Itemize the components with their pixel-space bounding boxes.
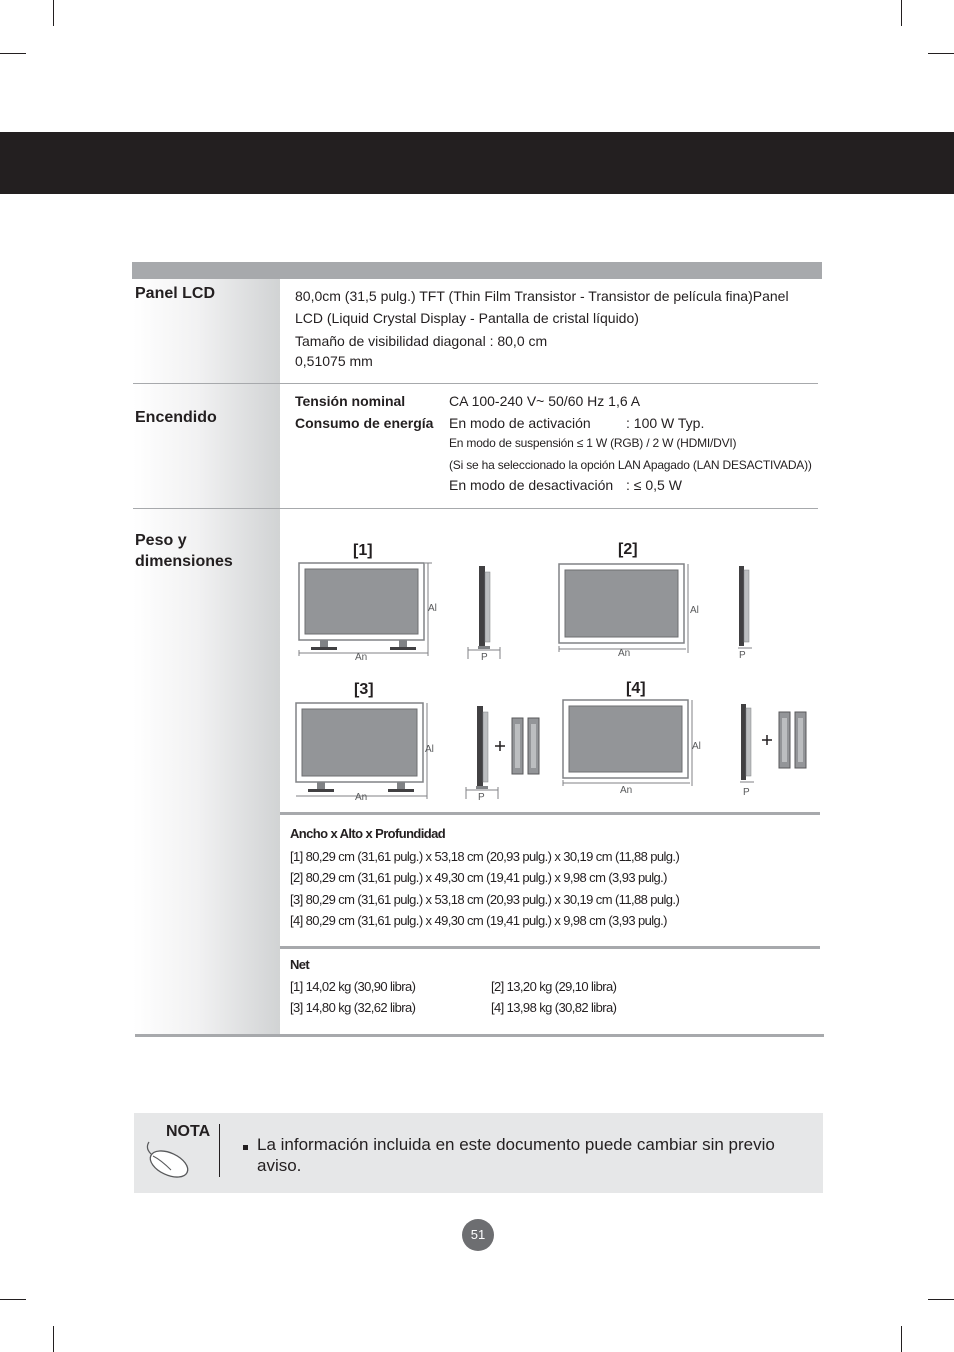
consumption-label: Consumo de energía <box>295 415 434 431</box>
crop-mark-br-h <box>928 1299 954 1300</box>
net-divider <box>280 946 820 949</box>
monitor-diagram-2-side <box>734 562 758 652</box>
monitor-diagram-1-front <box>296 560 440 664</box>
table-bottom-line <box>135 1034 824 1037</box>
weight-label-line2: dimensiones <box>135 553 233 570</box>
panel-line-4: 0,51075 mm <box>295 353 373 369</box>
monitor-diagram-4-front <box>560 697 696 793</box>
row-divider-2 <box>133 508 818 509</box>
net-row-2: [2] 13,20 kg (29,10 libra) <box>491 979 617 994</box>
note-text: La información incluida en este documento puede cambiar sin previo aviso. <box>257 1135 775 1175</box>
crop-mark-tl-v <box>53 0 54 26</box>
crop-mark-tr-v <box>901 0 902 26</box>
standby-mode: En modo de suspensión ≤ 1 W (RGB) / 2 W (HDMI/DVI) <box>449 436 737 450</box>
dim-depth-1: P <box>481 652 488 663</box>
voltage-label: Tensión nominal <box>295 393 406 409</box>
dim-height-2: Al <box>690 605 699 616</box>
table-header-bar <box>132 262 822 279</box>
dim-width-4: An <box>620 785 633 796</box>
diagram-label-3: [3] <box>354 681 374 698</box>
note-label: NOTA <box>166 1123 211 1140</box>
dims-row-4: [4] 80,29 cm (31,61 pulg.) x 49,30 cm (19,41 pulg.) x 9,98 cm (3,93 pulg.) <box>290 913 667 928</box>
dim-width-2: An <box>618 648 631 659</box>
monitor-diagram-1-side <box>466 562 504 662</box>
off-mode-label: En modo de desactivación <box>449 477 614 493</box>
dims-row-1: [1] 80,29 cm (31,61 pulg.) x 53,18 cm (20,93 pulg.) x 30,19 cm (11,88 pulg.) <box>290 849 680 864</box>
row-divider-1 <box>133 383 818 384</box>
diagram-label-2: [2] <box>618 541 638 558</box>
monitor-diagram-4-side <box>736 700 812 790</box>
panel-label: Panel LCD <box>135 285 216 302</box>
dim-width-3: An <box>355 792 368 803</box>
page-number: 51 <box>462 1219 494 1251</box>
crop-mark-tr-h <box>928 53 954 54</box>
dim-height-4: Al <box>692 741 701 752</box>
dim-height-1: Al <box>428 603 437 614</box>
crop-mark-tl-h <box>0 53 26 54</box>
crop-mark-br-v <box>901 1326 902 1352</box>
dims-title: Ancho x Alto x Profundidad <box>290 826 446 841</box>
panel-line-2: LCD (Liquid Crystal Display - Pantalla de cristal líquido) <box>295 310 639 326</box>
mouse-note-icon <box>141 1140 193 1182</box>
diagram-label-1: [1] <box>353 542 373 559</box>
note-divider <box>219 1124 220 1177</box>
dims-row-2: [2] 80,29 cm (31,61 pulg.) x 49,30 cm (19,41 pulg.) x 9,98 cm (3,93 pulg.) <box>290 870 667 885</box>
active-mode-label: En modo de activación <box>449 415 591 431</box>
panel-line-3: Tamaño de visibilidad diagonal : 80,0 cm <box>295 333 548 349</box>
net-row-4: [4] 13,98 kg (30,82 libra) <box>491 1000 617 1015</box>
dims-row-3: [3] 80,29 cm (31,61 pulg.) x 53,18 cm (20,93 pulg.) x 30,19 cm (11,88 pulg.) <box>290 892 680 907</box>
panel-line-1: 80,0cm (31,5 pulg.) TFT (Thin Film Transistor - Transistor de película fina)Panel <box>295 288 789 304</box>
header-band <box>0 132 954 194</box>
dim-depth-4: P <box>743 787 750 798</box>
dims-divider <box>280 812 820 815</box>
off-mode-value: : ≤ 0,5 W <box>626 477 682 493</box>
voltage-value: CA 100-240 V~ 50/60 Hz 1,6 A <box>449 393 641 409</box>
net-row-3: [3] 14,80 kg (32,62 libra) <box>290 1000 416 1015</box>
power-label: Encendido <box>135 409 217 426</box>
note-bullet <box>243 1145 248 1150</box>
diagram-label-4: [4] <box>626 680 646 697</box>
dim-depth-2: P <box>739 650 746 661</box>
dim-depth-3: P <box>478 792 485 803</box>
table-label-column <box>133 279 280 1034</box>
monitor-diagram-2-front <box>556 561 692 657</box>
monitor-diagram-3-side <box>464 702 550 802</box>
net-row-1: [1] 14,02 kg (30,90 libra) <box>290 979 416 994</box>
dim-height-3: Al <box>425 744 434 755</box>
crop-mark-bl-h <box>0 1299 26 1300</box>
weight-label-line1: Peso y <box>135 532 187 549</box>
net-title: Net <box>290 957 310 972</box>
crop-mark-bl-v <box>53 1326 54 1352</box>
dim-width-1: An <box>355 652 368 663</box>
active-mode-value: : 100 W Typ. <box>626 415 705 431</box>
standby-note: (Si se ha seleccionado la opción LAN Apagado (LAN DESACTIVADA)) <box>449 458 812 472</box>
